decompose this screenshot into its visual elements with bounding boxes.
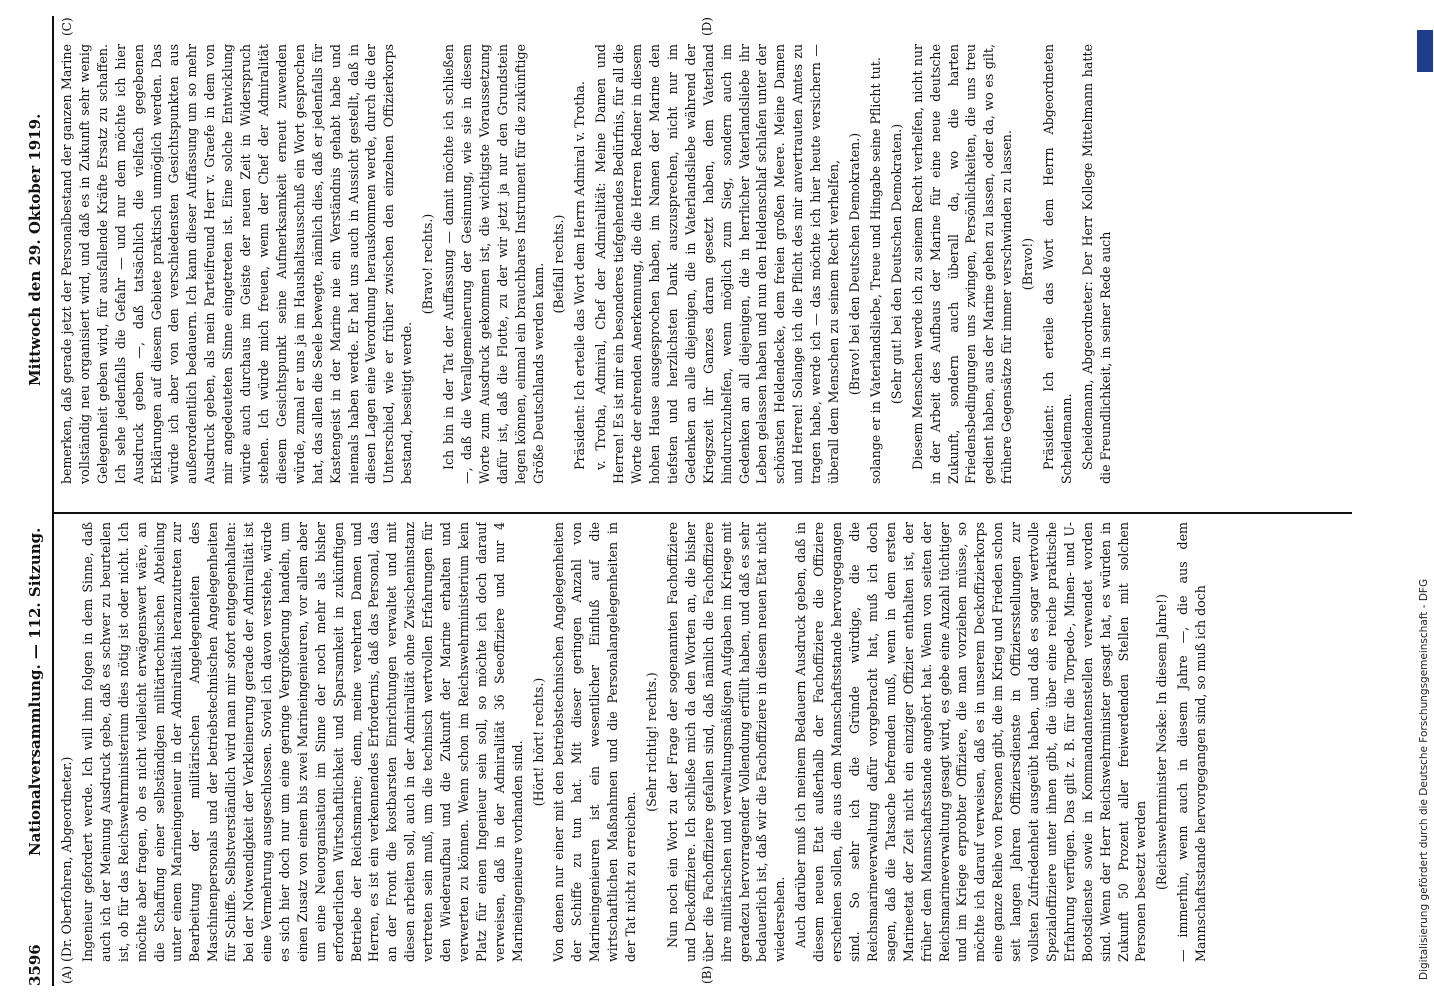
interjection: (Bravo! bei den Deutschen Demokraten.) — [846, 132, 862, 396]
interjection: (Reichswehrminister Noske: In diesem Jahre!) — [1154, 594, 1170, 890]
page-number: 3596 — [26, 944, 44, 986]
paragraph: solange er in Vaterlandsliebe, Treue und Hingabe seine Pflicht tut. — [867, 57, 883, 484]
paragraph: Ingenieur gefordert werde. Ich will ihm folgen in dem Sinne, daß auch ich der Meinung Ausdruck gebe, daß es schwer zu beurteilen ist, ob für das Reichswehrministerium dies nötig ist oder nicht. Ich möchte aber fragen, ob es nicht vielleicht erwägenswert wäre, an die Schaffung einer selbständigen militärtechnischen Abteilung unter einem Marineingenieur in der Admiralität heranzutreten zur Bearbeitung der militärischen Angelegenheiten des Maschinenpersonals und der betriebstechnischen Angelegenheiten für Schiffe. Selbstverständlich wird man mir sofort entgegenhalten: bei der Notwendigkeit der Verkleinerung gerade der Admiralität ist eine Vermehrung ausgeschlossen. Soviel ich davon verstehe, würde es sich hier doch nur um eine geringe Vergrößerung handeln, um einen Zusatz von einem bis zwei Marineingenieuren, vor allem aber um eine Neuorganisation im Sinne der noch mehr als bisher erforderlichen Wirtschaftlichkeit und Sparsamkeit in zukünftigen Betriebe der Reichsmarine; denn, meine verehrten Damen und Herren, es ist ein verkennendes Erfordernis, daß das Personal, das an der Front die kostbarsten Einrichtungen verwaltet und mit diesen arbeiten soll, auch in der Admiralität ohne Zwischeninstanz vertreten sein muß, um die technisch wertvollen Erfahrungen für den Wiederaufbau und die Zukunft der Marine erhalten und verwerten zu können. Wenn schon im Reichswehrministerium kein Platz für einen Ingenieur sein soll, so möchte ich doch darauf verweisen, daß in der Admiralität 36 Seeoffiziere und nur 4 Marineingenieure vorhanden sind. — [79, 522, 525, 962]
president-line: Präsident: Ich erteile das Wort dem Herrn Abgeordneten Scheidemann. — [1041, 44, 1074, 484]
speaker-paragraph: Scheidemann, Abgeordneter: Der Herr Kollege Mittelmann hatte die Freundlichkeit, in seiner Rede auch — [1079, 44, 1113, 484]
right-text-column — [58, 44, 1348, 484]
interjection: (Sehr gut! bei den Deutschen Demokraten.) — [888, 123, 904, 405]
speaker-line: (Dr. Oberfohren, Abgeordneter.) — [59, 756, 74, 962]
president-line: Präsident: Ich erteile das Wort dem Herrn Admiral v. Trotha. — [572, 81, 588, 470]
paragraph: Auch darüber muß ich meinem Bedauern Ausdruck geben, daß in diesem neuen Etat außerhalb der Fachoffiziere die Offiziere erscheinen sollen, die aus dem Mannschaftsstande hervorgegangen sind. So sehr ich die Gründe würdige, die die Reichsmarineverwaltung dafür vorgebracht hat, muß ich doch sagen, daß die Tatsache befremden muß, wenn in dem ersten Marineetat der Zeit nicht ein einziger Offizier enthalten ist, der früher dem Mannschaftsstande angehört hat. Wenn von seiten der Reichsmarineverwaltung gesagt wird, es gebe eine Anzahl tüchtiger und im Kriege erprobter Offiziere, die man vorziehen müsse, so möchte ich darauf verweisen, daß es in unserem Deckoffizierkorps eine ganze Reihe von Personen gibt, die im Krieg und Frieden schon seit langen Jahren Offiziersdienste in Offiziersstellungen zur vollsten Zufriedenheit ausgeübt haben, und daß es sogar wertvolle Spezialoffiziere unter ihnen gibt, die über eine reiche praktische Erfahrung verfügen. Das gilt z. B. für die Torpedo-, Minen- und U-Bootsdienste sowie in Kommandantenstellen verwendet worden sind. Wenn der Herr Reichswehrminister gesagt hat, es würden in Zukunft 50 Prozent aller freiwerdenden Stellen mit solchen Personen besetzt werden — [793, 522, 1149, 962]
paragraph: Von denen nur einer mit den betriebstechnischen Angelegenheiten der Schiffe zu tun hat. Mit dieser geringen Anzahl von Marineingenieuren ist ein wesentlicher Einfluß auf die wirtschaftlichen Maßnahmen und die Personalangelegenheiten in der Tat nicht zu erreichen. — [551, 522, 639, 962]
interjection: (Bravo!) — [1020, 237, 1036, 291]
paragraph: Nun noch ein Wort zu der Frage der sogenannten Fachoffiziere und Deckoffiziere. Ich schließe mich da den Worten an, die bisher über die Fachoffiziere gefallen sind, daß nämlich die Fachoffiziere ihre militärischen und verwaltungsmäßigen Aufgaben im Kriege mit geradezu hervorragender Vollendung erfüllt haben, und daß es sehr bedauerlich ist, daß wir die Fachoffiziere in diesem neuen Etat nicht wiedersehen. — [664, 522, 788, 962]
header-right-title: Mittwoch den 29. Oktober 1919. — [26, 113, 44, 386]
interjection: (Bravo! rechts.) — [420, 213, 436, 315]
header-left-title: Nationalversammlung. — 112. Sitzung. — [26, 527, 44, 856]
speaker-paragraph: v. Trotha, Admiral, Chef der Admiralität: Meine Damen und Herren! Es ist mir ein besonderes tiefgehendes Bedürfnis, für all die Worte der ehrenden Anerkennung, die die Herren Redner in diesem hohen Hause ausgesprochen haben, im Namen der Marine den tiefsten und herzlichsten Dank auszusprechen, nicht nur im Gedenken an alle diejenigen, die in Vaterlandsliebe während der Kriegszeit ihr Ganzes daran gesetzt haben, dem Vaterland hindurchzuhelfen, wenn möglich zum Sieg, sondern auch im Gedenken an all diejenigen, die in herrlicher Vaterlandsliebe ihr Leben gelassen haben und nun den Heldenschlaf schlafen unter der schönsten Heldendecke, dem freien großen Meere. Meine Damen und Herren! Solange ich die Pflicht des mir anvertrauten Amtes zu tragen habe, werde ich — das möchte ich hier heute versichern — überall dem Menschen zu seinem Recht verhelfen, — [593, 44, 842, 484]
interjection: (Sehr richtig! rechts.) — [644, 672, 659, 812]
margin-marker-c: (C) — [60, 17, 74, 36]
margin-marker-d: (D) — [700, 17, 714, 36]
margin-marker-b: (B) — [700, 965, 714, 984]
paragraph: Diesem Menschen werde ich zu seinem Recht verhelfen, nicht nur in der Arbeit des Aufbaus der Marine für eine neue deutsche Zukunft, sondern auch überall da, wo die harten Friedensbedingungen uns zwingen, Persönlichkeiten, die uns treu gedient haben, aus der Marine gehen zu lassen, oder da, wo es gilt, frühere Gegensätze für immer verschwinden zu lassen. — [909, 44, 1015, 484]
page-header — [24, 16, 50, 986]
column-divider — [52, 512, 1352, 514]
margin-marker-a: (A) — [60, 965, 74, 984]
header-rule — [52, 16, 54, 986]
dfg-credit-text: Digitalisierung gefördert durch die Deutsche Forschungsgemeinschaft - DFG — [1418, 578, 1430, 980]
dfg-side-note — [1416, 20, 1434, 980]
left-text-column — [58, 522, 1348, 962]
interjection: (Beifall rechts.) — [551, 214, 567, 314]
paragraph: Ich bin in der Tat der Auffassung — damit möchte ich schließen —, daß die Verallgemeinerung der Gesinnung, wie sie in diesem Worte zum Ausdruck gekommen ist, die wichtigste Voraussetzung dafür ist, daß die Flotte, zu der wir jetzt ja nur den Grundstein legen können, einmal ein brauchbares Instrument für die zukünftige Größe Deutschlands werden kann. — [441, 44, 546, 484]
paragraph: bemerken, daß gerade jetzt der Personalbestand der ganzen Marine vollständig neu organisiert wird, und daß es in Zukunft sehr wenig Gelegenheit geben wird, für ausfallende Kräfte Ersatz zu schaffen. Ich sehe jedenfalls die Gefahr — und nur dem möchte ich hier Ausdruck geben —, daß tatsächlich die vielfach gegebenen Erklärungen auf diesem Gebiete praktisch unmöglich werden. Das würde ich aber von den verschiedensten Gesichtspunkten aus außerordentlich bedauern. Ich kann dieser Auffassung um so mehr Ausdruck geben, als mein Parteifreund Herr v. Graefe in dem von mir angedeuteten Sinne eingetreten ist. Eine solche Entwicklung würde auch durchaus im Geiste der neuen Zeit in Widerspruch stehen. Ich würde mich freuen, wenn der Chef der Admiralität diesem Gesichtspunkt seine Aufmerksamkeit erneut zuwenden würde, zumal er uns ja im Haushaltsausschuß ein Wort gesprochen hat, das allen die Seele bewegte, nämlich dies, daß er jedenfalls für Kastengeist in der Marine nie ein Verständnis gehabt habe und niemals haben werde. Er hat uns auch in Aussicht gestellt, daß in diesen Lagen eine Verordnung herauskommen werde, durch die der Unterschied, wie er früher zwischen den einzelnen Offizierkorps bestand, beseitigt werde. — [59, 44, 415, 484]
interjection: (Hört! hört! rechts.) — [530, 677, 546, 807]
paragraph: — immerhin, wenn auch in diesem Jahre —, die aus dem Mannschaftsstande hervorgegangen sind, so muß ich doch — [1175, 522, 1209, 962]
